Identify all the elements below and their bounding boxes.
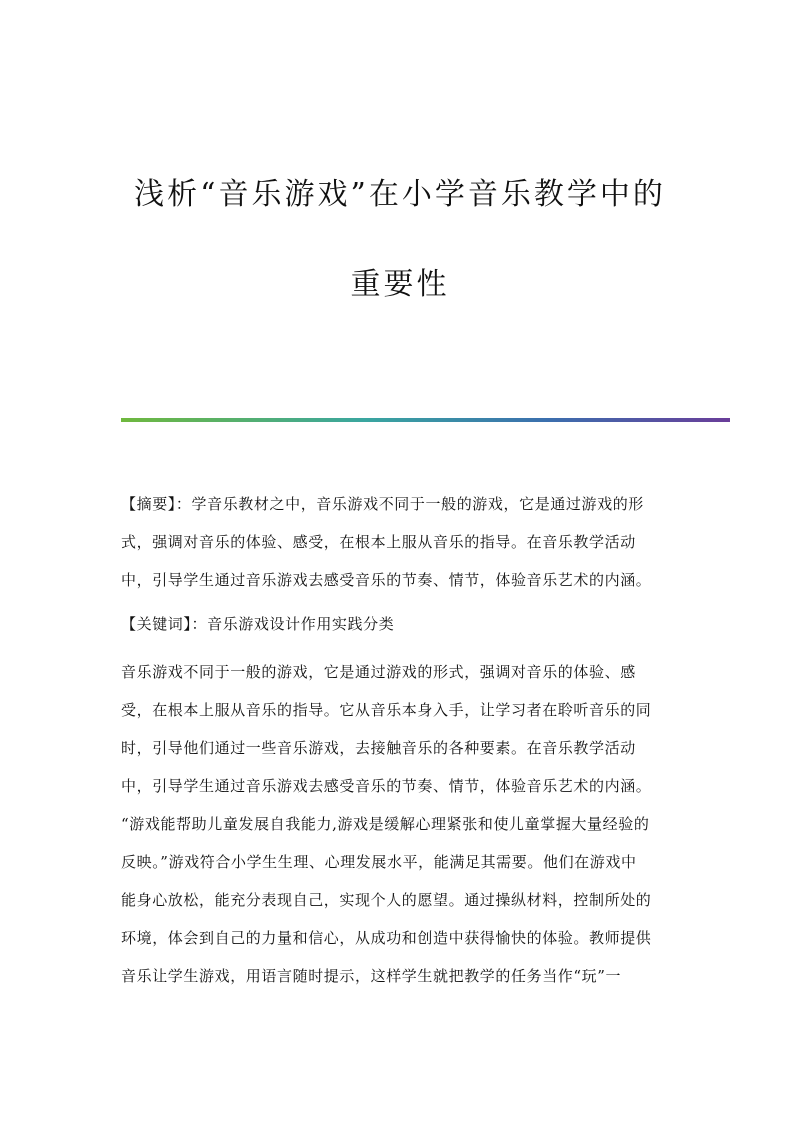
body-line: “游戏能帮助儿童发展自我能力,游戏是缓解心理紧张和使儿童掌握大量经验的: [121, 815, 650, 833]
abstract-text: ：学音乐教材之中，音乐游戏不同于一般的游戏，它是通过游戏的形: [175, 495, 644, 513]
body-line: 反映。”游戏符合小学生生理、心理发展水平，能满足其需要。他们在游戏中: [121, 853, 637, 871]
keywords-text: ：音乐游戏设计作用实践分类: [191, 615, 395, 633]
title-line-1: 浅析“音乐游戏”在小学音乐教学中的: [134, 177, 666, 212]
body-line: 受，在根本上服从音乐的指导。它从音乐本身入手，让学习者在聆听音乐的同: [121, 701, 652, 719]
body-line: 中，引导学生通过音乐游戏去感受音乐的节奏、情节，体验音乐艺术的内涵。: [121, 777, 652, 795]
body-line: 音乐让学生游戏，用语言随时提示，这样学生就把教学的任务当作“玩”一: [121, 967, 622, 985]
keywords-label: 【关键词】: [121, 615, 192, 633]
abstract-line: 式，强调对音乐的体验、感受，在根本上服从音乐的指导。在音乐教学活动: [121, 533, 636, 551]
abstract-line: [121, 490, 681, 518]
body-paragraph: [121, 658, 681, 990]
abstract-line: 中，引导学生通过音乐游戏去感受音乐的节奏、情节，体验音乐艺术的内涵。: [121, 571, 652, 589]
gradient-divider: [121, 418, 730, 422]
body-line: 环境，体会到自己的力量和信心，从成功和创造中获得愉快的体验。教师提供: [121, 929, 652, 947]
body-line: 能身心放松，能充分表现自己，实现个人的愿望。通过操纵材料，控制所处的: [121, 891, 652, 909]
body-line: 音乐游戏不同于一般的游戏，它是通过游戏的形式，强调对音乐的体验、感: [121, 663, 636, 681]
document-body: [121, 490, 681, 1004]
keywords-line: [121, 610, 681, 638]
abstract-label: 【摘要】: [121, 495, 176, 513]
body-line: 时，引导他们通过一些音乐游戏，去接触音乐的各种要素。在音乐教学活动: [121, 739, 636, 757]
document-title: [0, 177, 800, 302]
abstract-paragraph: [121, 490, 681, 594]
title-line-2: 重要性: [350, 267, 450, 302]
keywords-paragraph: [121, 610, 681, 638]
